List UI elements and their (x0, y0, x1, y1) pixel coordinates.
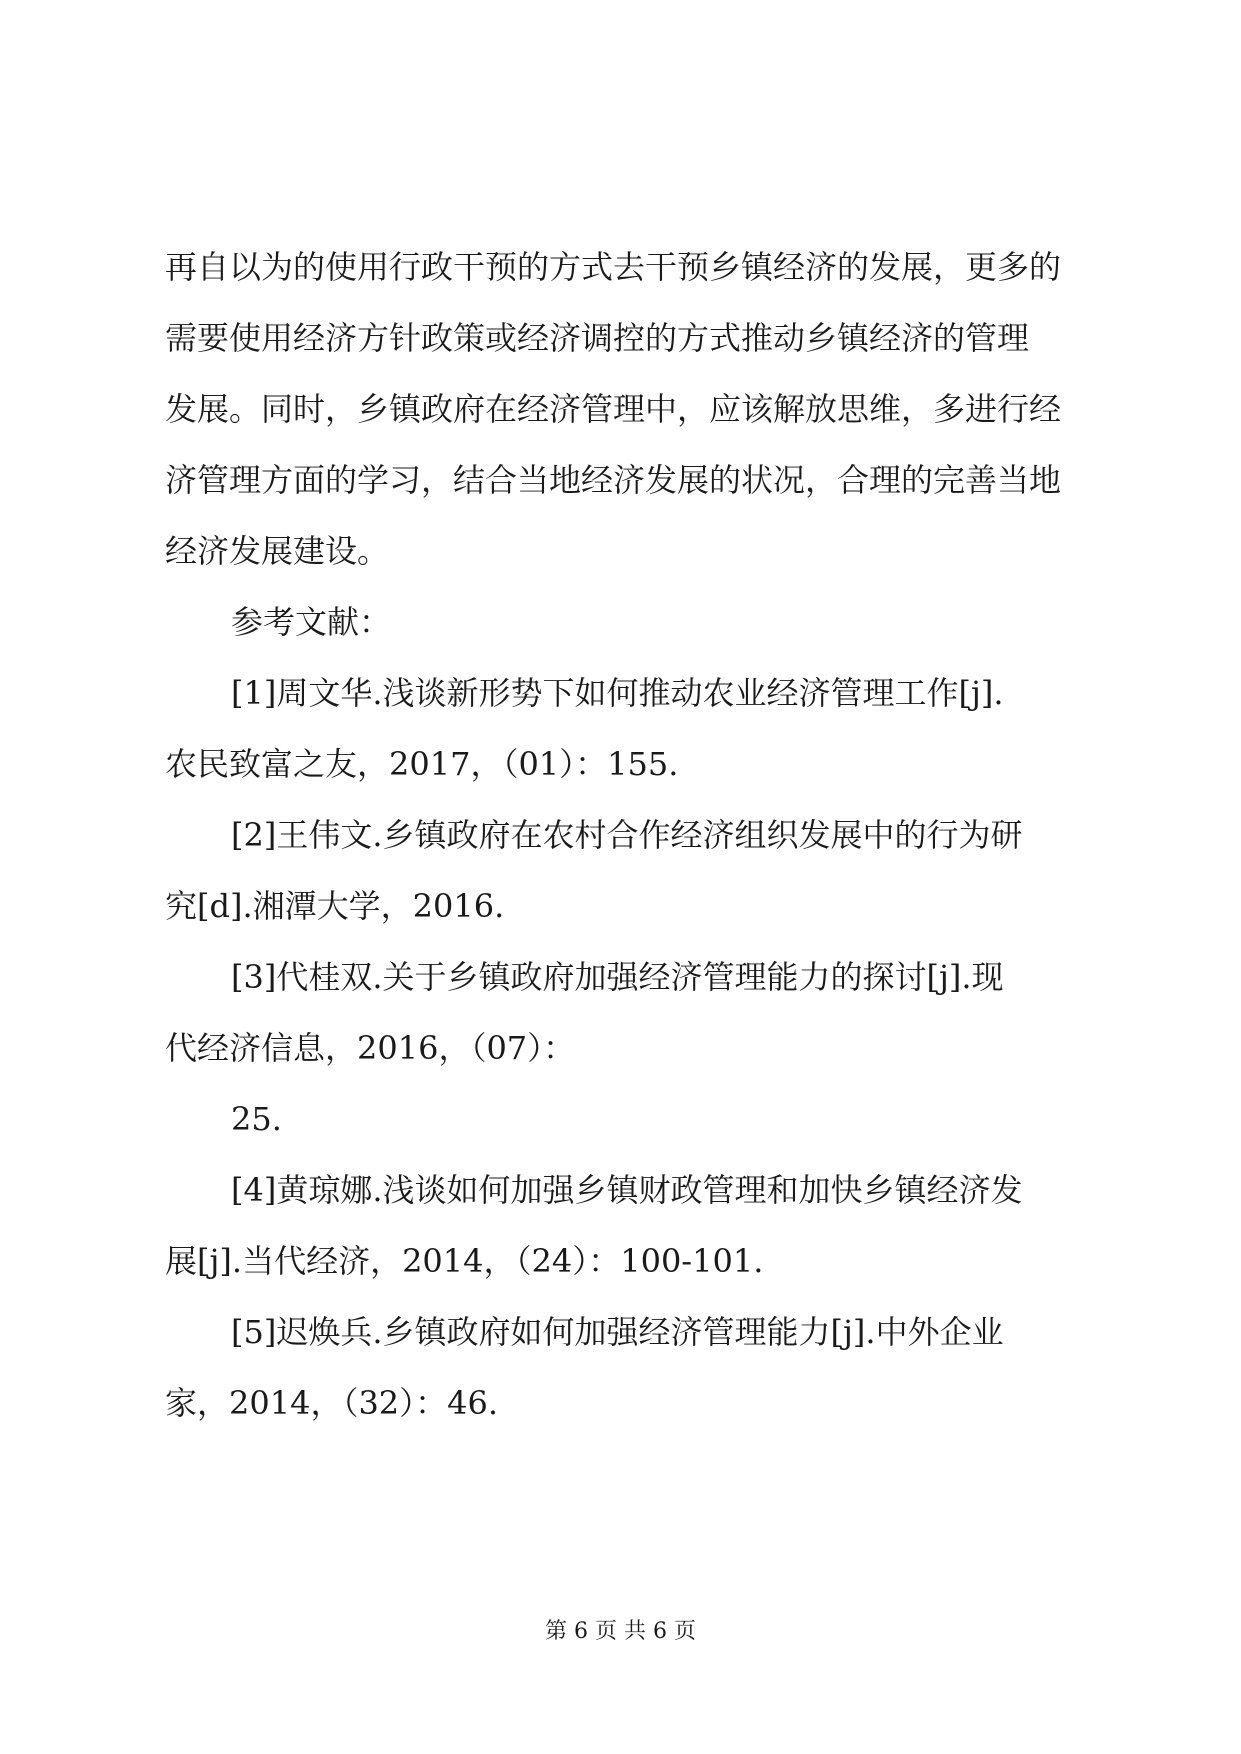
reference-line: [2]王伟文.乡镇政府在农村合作经济组织发展中的行为研 (231, 816, 1023, 854)
reference-line: [3]代桂双.关于乡镇政府加强经济管理能力的探讨[j].现 (231, 958, 1004, 996)
text-line: 再自以为的使用行政干预的方式去干预乡镇经济的发展，更多的 (165, 248, 1062, 286)
text-line: 济管理方面的学习，结合当地经济发展的状况，合理的完善当地 (165, 461, 1062, 499)
reference-line: 展[j].当代经济，2014，（24）：100-101. (165, 1242, 764, 1280)
text-line: 经济发展建设。 (165, 532, 390, 570)
text-line: 发展。同时，乡镇政府在经济管理中，应该解放思维，多进行经 (165, 390, 1062, 428)
reference-line: [4]黄琼娜.浅谈如何加强乡镇财政管理和加快乡镇经济发 (231, 1171, 1023, 1209)
text-line: 需要使用经济方针政策或经济调控的方式推动乡镇经济的管理 (165, 319, 1030, 357)
body-text (165, 232, 1077, 1439)
reference-line: 25. (231, 1100, 282, 1138)
reference-line: 农民致富之友，2017，（01）：155. (165, 745, 679, 783)
reference-line: 代经济信息，2016，（07）： (165, 1029, 576, 1067)
reference-line: 究[d].湘潭大学，2016. (165, 887, 505, 925)
reference-line: [5]迟焕兵.乡镇政府如何加强经济管理能力[j].中外企业 (231, 1313, 1004, 1351)
references-heading: 参考文献： (231, 603, 392, 641)
page-number-footer: 第 6 页 共 6 页 (545, 1619, 696, 1644)
reference-line: [1]周文华.浅谈新形势下如何推动农业经济管理工作[j]. (231, 674, 1004, 712)
reference-line: 家，2014，（32）：46. (165, 1384, 499, 1422)
